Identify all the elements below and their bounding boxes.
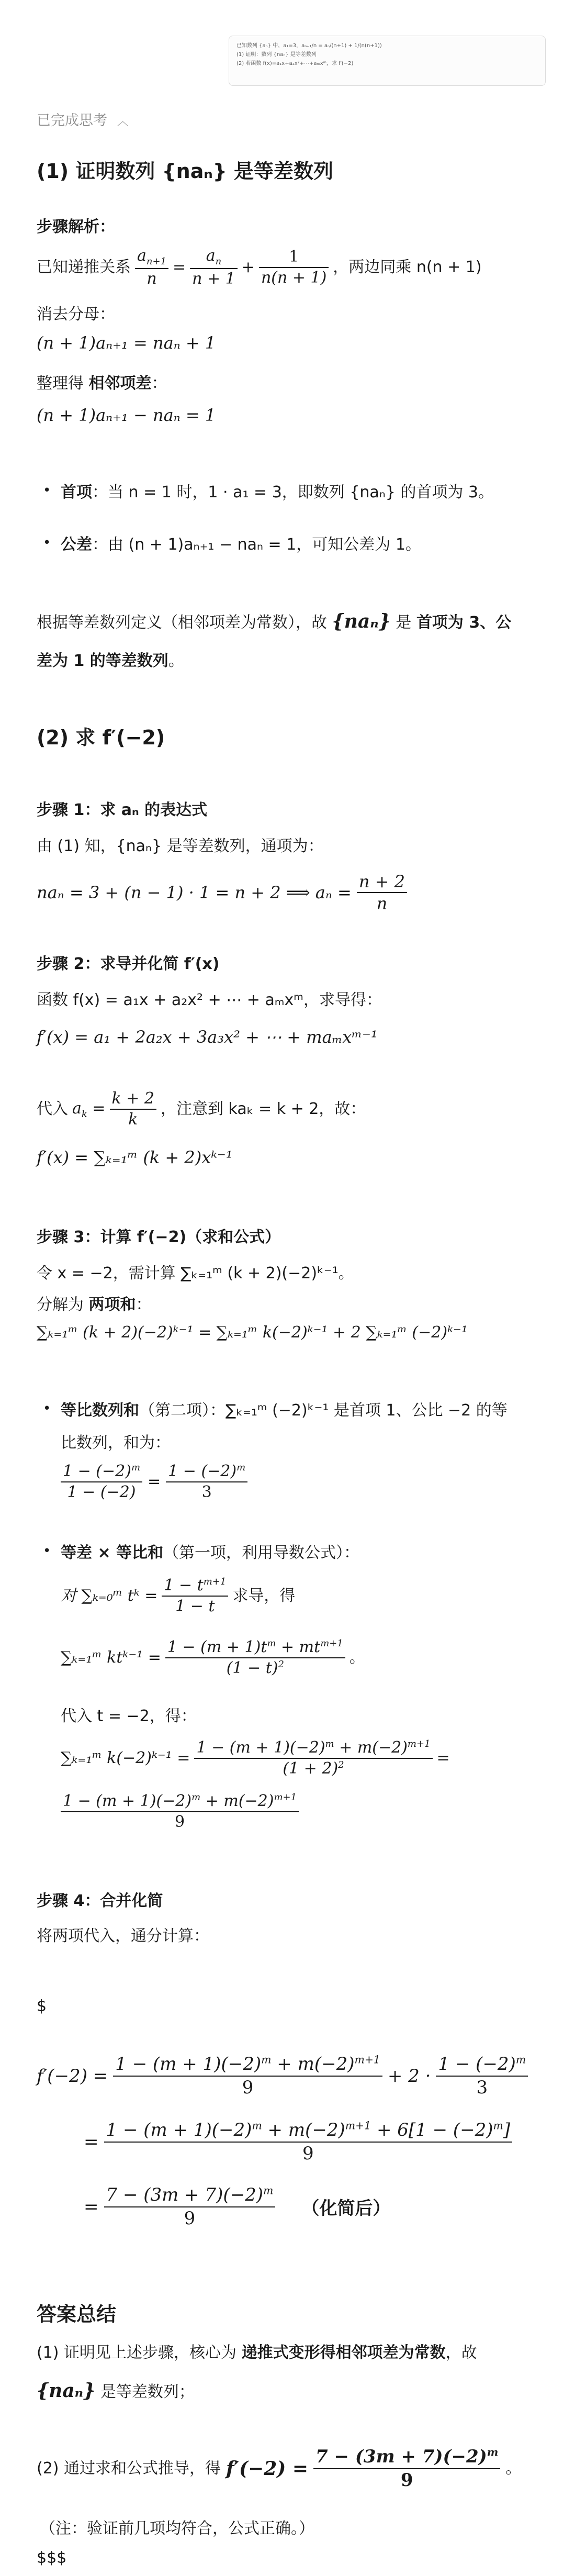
thinking-status: 已完成思考 [37, 113, 107, 129]
bullet-icon: • [43, 483, 51, 498]
first-term: 首项：当 n = 1 时，1 · a₁ = 3，即数列 {naₙ} 的首项为 3。 [61, 483, 494, 501]
step2-text: 函数 f(x) = a₁x + a₂x² + ⋯ + aₘxᵐ，求导得： [37, 991, 382, 1009]
dollar-sign: $ [37, 1997, 47, 2015]
part2-heading: (2) 求 f′(−2) [37, 726, 165, 749]
trailing-dollars: $$$ [37, 2549, 67, 2567]
recurrence-line: 已知递推关系 $\frac{a_{n+1}}{n}$ = $\frac{a_n}{n + 1}$ + $\frac{1}{n(n + 1)}$ ，两边同乘 n(n + 1) [37, 247, 482, 288]
summary-item1: (1) 证明见上述步骤，核心为 递推式变形得相邻项差为常数，故 [37, 2344, 477, 2362]
final-eq-line2: = $\frac{1 - (m + 1)(-2)^m + m(-2)^{m+1} + 6[1 - (-2)^m]}{9}$ [84, 2119, 512, 2165]
summary-item2: (2) 通过求和公式推导，得 f′(−2) = $\frac{7 - (3m + 7)(-2)^m}{9}$ 。 [37, 2446, 522, 2491]
arith-line1: 对 ∑ₖ₌₀ᵐ tᵏ = $\frac{1 - t^{m+1}}{1 - t}$ 求导，得 [61, 1576, 296, 1615]
rearrange-line: 整理得 相邻项差： [37, 374, 167, 393]
step2-eq2: f′(x) = ∑ₖ₌₁ᵐ (k + 2)xᵏ⁻¹ [37, 1147, 233, 1167]
step4-title: 步骤 4：合并化简 [37, 1892, 163, 1910]
step3-title: 步骤 3：计算 f′(−2)（求和公式） [37, 1228, 281, 1246]
step2-title: 步骤 2：求导并化简 f′(x) [37, 955, 220, 973]
simplified-note: （化简后） [301, 2198, 391, 2219]
step1-title: 步骤 1：求 aₙ 的表达式 [37, 801, 208, 819]
eq1: (n + 1)aₙ₊₁ = naₙ + 1 [37, 333, 216, 353]
common-diff: 公差：由 (n + 1)aₙ₊₁ − naₙ = 1，可知公差为 1。 [61, 536, 421, 554]
summary-item1b: {naₙ} 是等差数列； [37, 2380, 195, 2402]
question-thumbnail[interactable] [229, 36, 546, 86]
part1-heading: (1) 证明数列 {naₙ} 是等差数列 [37, 160, 333, 183]
conclusion-line2: 差为 1 的等差数列。 [37, 652, 184, 670]
thumb-line-2: (1) 证明：数列 {naₙ} 是等差数列 [236, 52, 317, 58]
bullet-icon: • [43, 1401, 51, 1417]
step2-eq1: f′(x) = a₁ + 2a₂x + 3a₃x² + ⋯ + maₘxᵐ⁻¹ [37, 1027, 378, 1047]
thumb-line-1: 已知数列 {aₙ} 中，a₁=3，aₙ₊₁/n = aₙ/(n+1) + 1/(n(n+1)) [236, 43, 382, 49]
geo-text: 等比数列和（第二项）：∑ₖ₌₁ᵐ (−2)ᵏ⁻¹ 是首项 1、公比 −2 的等 [61, 1401, 508, 1420]
geo-text2: 比数列，和为： [61, 1434, 171, 1452]
sub-t-eq-result: $\frac{1 - (m + 1)(-2)^m + m(-2)^{m+1}}{9}$ [61, 1791, 299, 1832]
step3-text: 令 x = −2，需计算 ∑ₖ₌₁ᵐ (k + 2)(−2)ᵏ⁻¹。 [37, 1264, 354, 1283]
final-eq-line1: f′(−2) = $\frac{1 - (m + 1)(-2)^m + m(-2)^{m+1}}{9}$ + 2 · $\frac{1 - (-2)^m}{3}$ [37, 2053, 528, 2099]
split-label: 分解为 两项和： [37, 1296, 152, 1314]
final-eq-line3: = $\frac{7 - (3m + 7)(-2)^m}{9}$ （化简后） [84, 2184, 391, 2229]
bullet-icon: • [43, 535, 51, 551]
arith-text: 等差 × 等比和（第一项，利用导数公式）： [61, 1544, 360, 1562]
step1-eq: naₙ = 3 + (n − 1) · 1 = n + 2 ⟹ aₙ = $\frac{n + 2}{n}$ [37, 871, 407, 914]
thumb-line-3: (2) 若函数 f(x)=a₁x+a₂x²+⋯+aₘxᵐ，求 f′(−2) [236, 61, 354, 66]
eq2: (n + 1)aₙ₊₁ − naₙ = 1 [37, 405, 216, 425]
sub-t-eq: ∑ₖ₌₁ᵐ k(−2)ᵏ⁻¹ = $\frac{1 - (m + 1)(-2)^m + m(-2)^{m+1}}{(1 + 2)^2}$ = [61, 1738, 450, 1778]
split-eq: ∑ₖ₌₁ᵐ (k + 2)(−2)ᵏ⁻¹ = ∑ₖ₌₁ᵐ k(−2)ᵏ⁻¹ + 2 ∑ₖ₌₁ᵐ (−2)ᵏ⁻¹ [37, 1323, 468, 1342]
steps-label: 步骤解析： [37, 218, 115, 236]
summary-heading: 答案总结 [37, 2303, 117, 2326]
arith-line2: ∑ₖ₌₁ᵐ ktᵏ⁻¹ = $\frac{1 - (m + 1)t^m + mt^{m+1}}{(1 - t)^2}$ 。 [61, 1638, 365, 1677]
bullet-icon: • [43, 1543, 51, 1559]
step1-text: 由 (1) 知，{naₙ} 是等差数列，通项为： [37, 837, 324, 855]
geo-sum-eq: $\frac{1 - (-2)^m}{1 - (-2)}$ = $\frac{1 - (-2)^m}{3}$ [61, 1462, 247, 1502]
clear-denominator: 消去分母： [37, 305, 115, 324]
sub-t: 代入 t = −2，得： [61, 1707, 197, 1725]
summary-note: （注：验证前几项均符合，公式正确。） [40, 2519, 314, 2538]
chevron-up-icon: ︿ [117, 115, 129, 128]
conclusion-line1: 根据等差数列定义（相邻项差为常数），故 {naₙ} 是 首项为 3、公 [37, 610, 512, 632]
thinking-toggle[interactable] [37, 109, 129, 129]
step2-substitute: 代入 $a_k$ = $\frac{k + 2}{k}$ ，注意到 kaₖ = k + 2，故： [37, 1089, 366, 1129]
step4-text: 将两项代入，通分计算： [37, 1927, 209, 1945]
